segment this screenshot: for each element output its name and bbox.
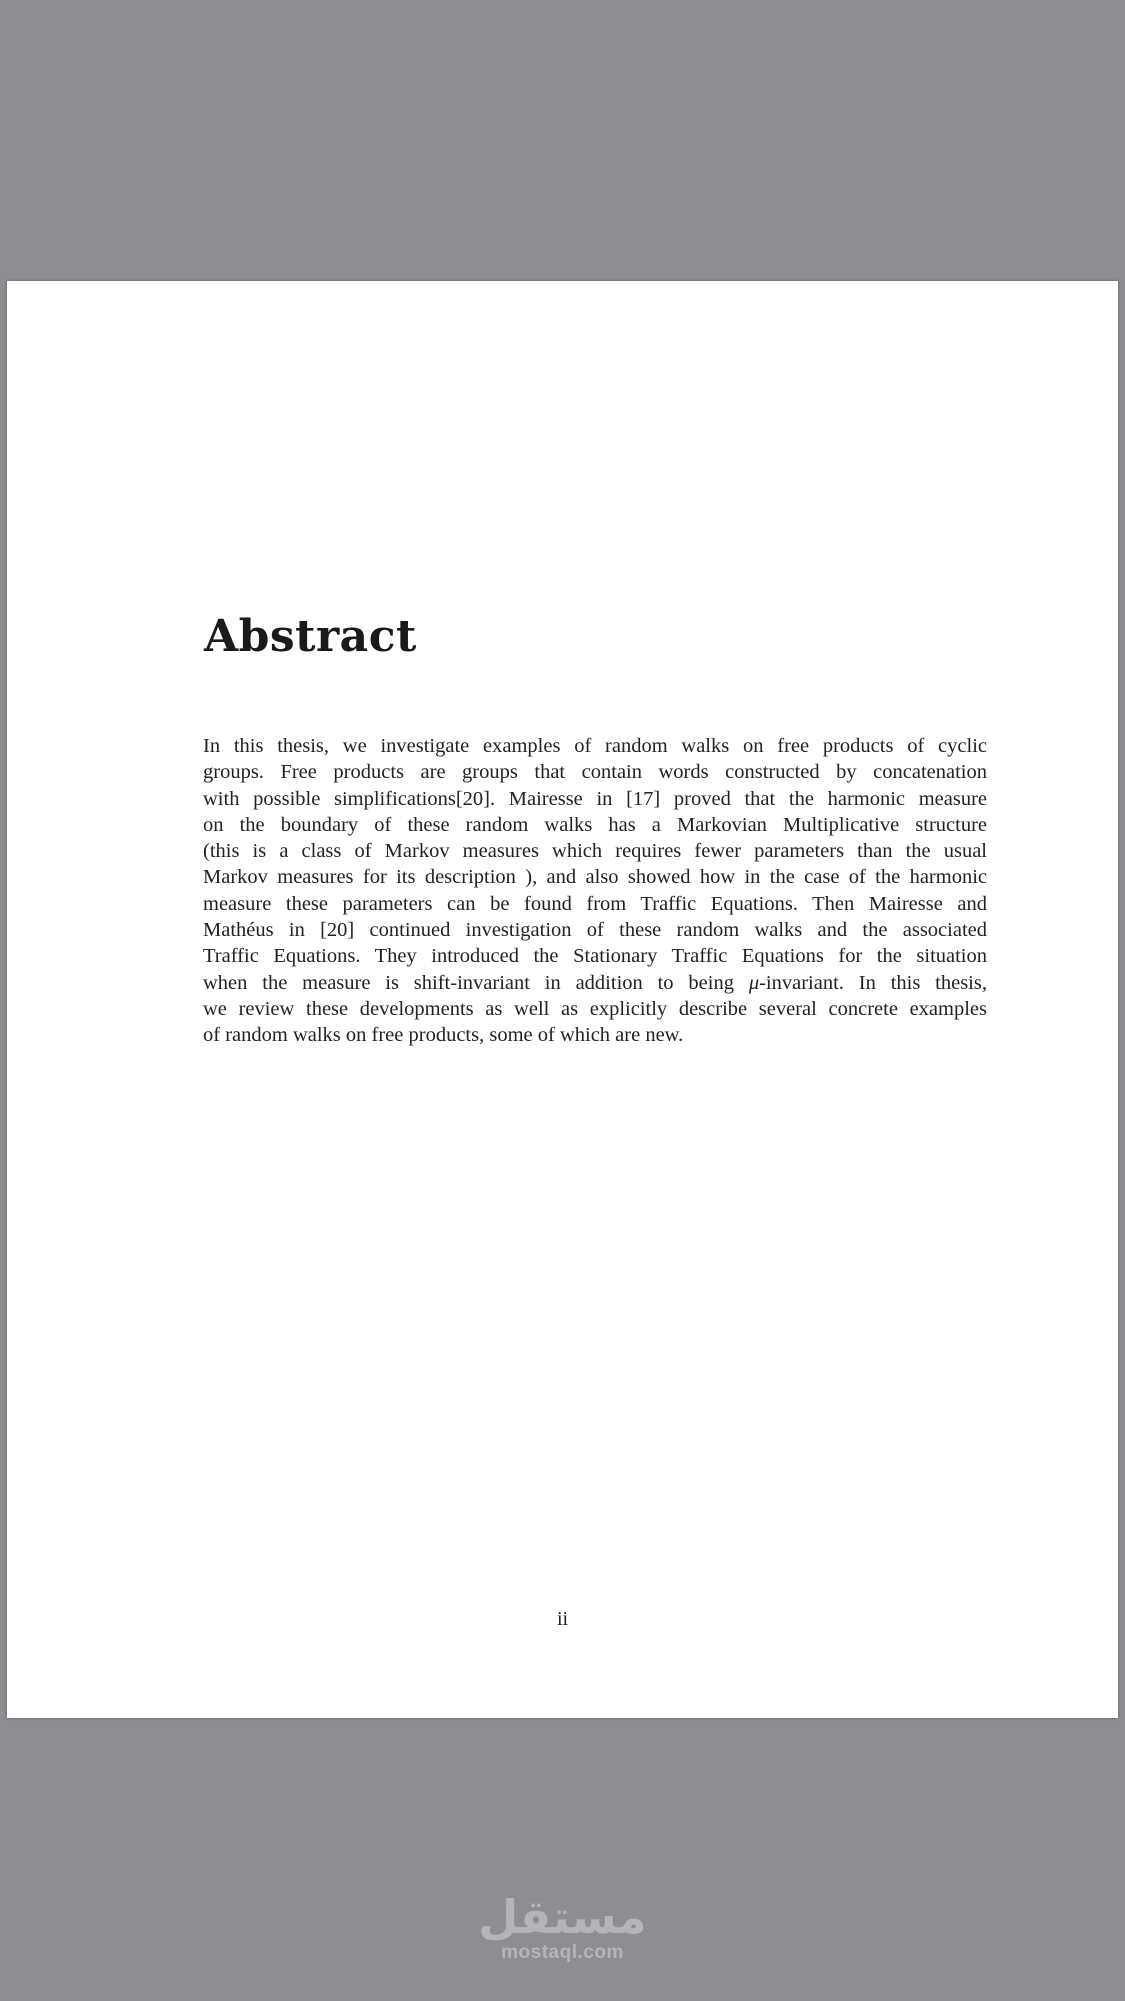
page-number: ii (556, 1608, 569, 1630)
abstract-line: Markov measures for its description ), and also showed how in the case of the harmonic (203, 866, 987, 889)
document-page (7, 281, 1118, 1718)
abstract-line: In this thesis, we investigate examples of random walks on free products of cyclic (203, 735, 987, 757)
abstract-line: (this is a class of Markov measures which requires fewer parameters than the usual (203, 840, 987, 863)
mu-line-after: -invariant. In this thesis, (759, 971, 987, 994)
abstract-line: Mathéus in [20] continued investigation of these random walks and the associated (203, 919, 987, 942)
abstract-line: with possible simplifications[20]. Mairesse in [17] proved that the harmonic measure (203, 787, 987, 810)
abstract-body (203, 733, 987, 1049)
watermark-url: mostaql.com (501, 1942, 624, 1963)
watermark (0, 1892, 1125, 1964)
abstract-line: Traffic Equations. They introduced the Stationary Traffic Equations for the situation (203, 945, 987, 968)
page-title: Abstract (204, 611, 417, 662)
abstract-line: groups. Free products are groups that contain words constructed by concatenation (203, 761, 987, 784)
abstract-line-mu (203, 970, 987, 996)
abstract-line: measure these parameters can be found from Traffic Equations. Then Mairesse and (203, 892, 987, 915)
mu-symbol: μ (748, 971, 760, 994)
abstract-line: of random walks on free products, some of which are new. (203, 1024, 684, 1047)
abstract-line: on the boundary of these random walks has a Markovian Multiplicative structure (203, 813, 987, 836)
abstract-line: we review these developments as well as explicitly describe several concrete examples (203, 997, 987, 1020)
watermark-logo: مستقل (478, 1890, 647, 1944)
mu-line-before: when the measure is shift-invariant in addition to being (203, 971, 749, 994)
